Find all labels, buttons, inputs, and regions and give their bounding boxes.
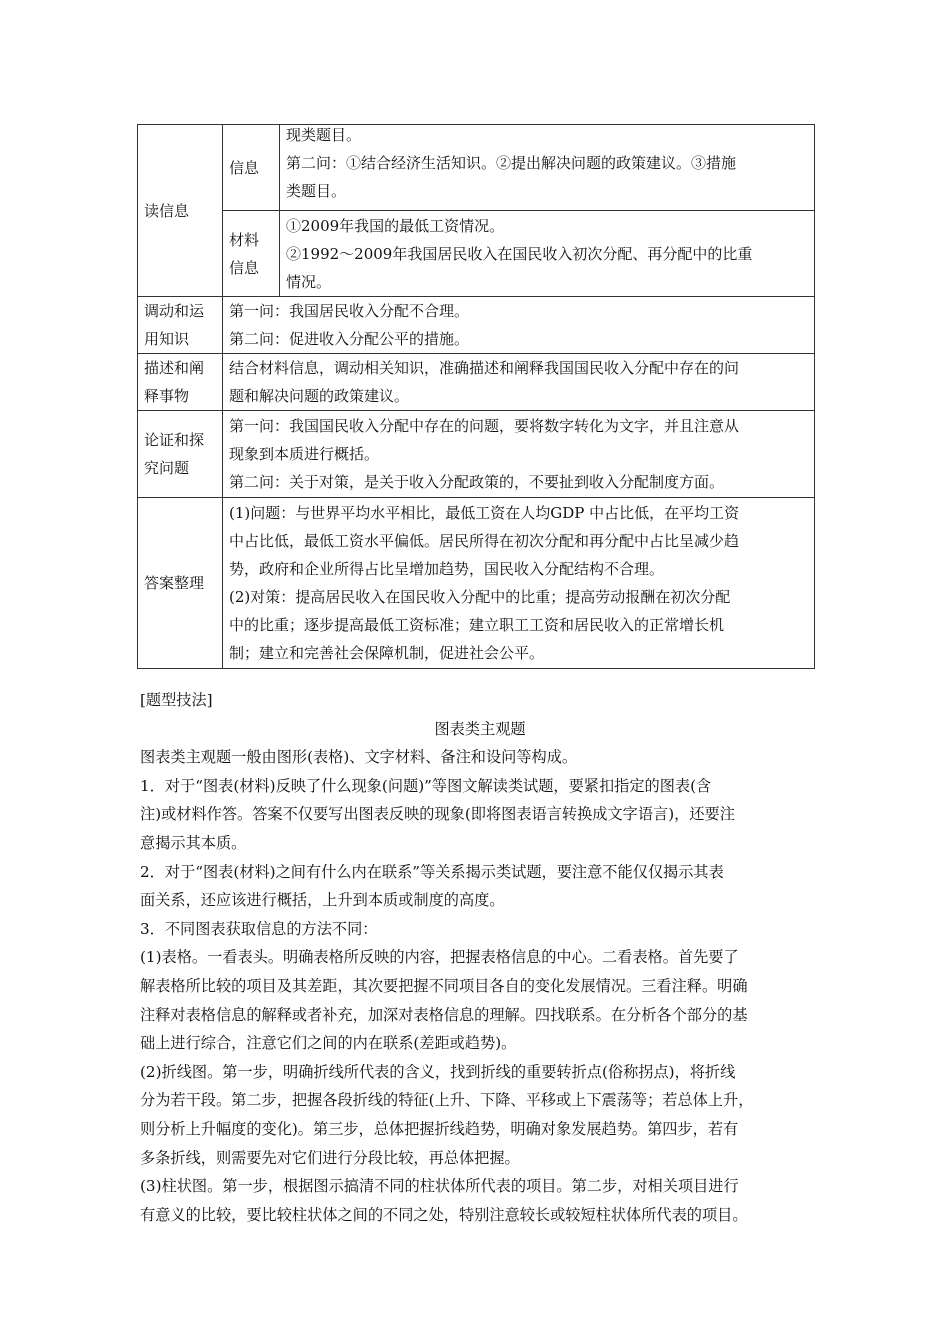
row-label: 论证和探 究问题: [138, 411, 223, 498]
paragraph-line: (2)折线图。第一步，明确折线所代表的含义，找到折线的重要转折点(俗称拐点)，将折线: [140, 1062, 736, 1081]
paragraph-line: (3)柱状图。第一步，根据图示搞清不同的柱状体所代表的项目。第二步，对相关项目进行: [140, 1177, 739, 1196]
text-line: 情况。: [286, 272, 332, 291]
paragraph-line: 意揭示其本质。: [140, 833, 247, 852]
row-content: (1)问题：与世界平均水平相比，最低工资在人均GDP 中占比低，在平均工资 中占比低，最低工资水平偏低。居民所得在初次分配和再分配中占比呈减少趋 势，政府和企业所得占比呈增加趋势，国民收入分配结构不合理。 (2)对策：提高居民收入在国民收入分配中的比重；提高劳动报酬在初次分配 中的比重；逐步提高最低工资标准；建立职工工资和居民收入的正常增长机 制；建立和完善社会保障机制，促进社会公平。: [223, 498, 815, 669]
paragraph-line: (1)表格。一看表头。明确表格所反映的内容，把握表格信息的中心。二看表格。首先要了: [140, 948, 739, 967]
paragraph-line: 图表类主观题一般由图形(表格)、文字材料、备注和设问等构成。: [140, 748, 578, 767]
table-row: [138, 211, 815, 297]
row-label: 答案整理: [138, 498, 223, 669]
table-row: [138, 411, 815, 498]
text-line: 现类题目。: [286, 125, 362, 144]
paragraph-line: 面关系，还应该进行概括，上升到本质或制度的高度。: [140, 891, 505, 910]
paragraph-line: 础上进行综合，注意它们之间的内在联系(差距或趋势)。: [140, 1034, 517, 1053]
text-line: 类题目。: [286, 181, 347, 200]
sub-label-material: 材料 信息: [223, 211, 280, 297]
table-row: [138, 125, 815, 211]
paragraph-line: 3．不同图表获取信息的方法不同：: [140, 919, 378, 938]
paragraph-line: 注)或材料作答。答案不仅要写出图表反映的现象(即将图表语言转换成文字语言)，还要注: [140, 805, 735, 824]
table-row: [138, 498, 815, 669]
paragraph-line: 2．对于“图表(材料)之间有什么内在联系”等关系揭示类试题，要注意不能仅仅揭示其表: [140, 862, 724, 881]
paragraph-line: 解表格所比较的项目及其差距，其次要把握不同项目各自的变化发展情况。三看注释。明确: [140, 976, 748, 995]
text-line: ①2009年我国的最低工资情况。: [286, 216, 505, 235]
analysis-table: [137, 124, 815, 669]
row-label-read-info: 读信息: [138, 125, 223, 297]
paragraph-line: 注释对表格信息的解释或者补充，加深对表格信息的理解。四找联系。在分析各个部分的基: [140, 1005, 748, 1024]
table-row: [138, 354, 815, 411]
paragraph-line: 有意义的比较，要比较柱状体之间的不同之处，特别注意较长或较短柱状体所代表的项目。: [140, 1205, 748, 1224]
paragraph-line: 多条折线，则需要先对它们进行分段比较，再总体把握。: [140, 1148, 520, 1167]
row-content: 结合材料信息，调动相关知识，准确描述和阐释我国国民收入分配中存在的问 题和解决问题的政策建议。: [223, 354, 815, 411]
row-label: 调动和运 用知识: [138, 297, 223, 354]
sub-label-info: 信息: [223, 125, 280, 211]
cell-material-info: [280, 211, 815, 297]
section-heading: [题型技法]: [140, 691, 213, 709]
row-content: 第一问：我国国民收入分配中存在的问题，要将数字转化为文字，并且注意从 现象到本质进行概括。 第二问：关于对策，是关于收入分配政策的，不要扯到收入分配制度方面。: [223, 411, 815, 498]
text-line: 第二问：①结合经济生活知识。②提出解决问题的政策建议。③措施: [286, 153, 737, 172]
table-row: [138, 297, 815, 354]
row-label: 描述和阐 释事物: [138, 354, 223, 411]
text-line: ②1992～2009年我国居民收入在国民收入初次分配、再分配中的比重: [286, 244, 753, 263]
paragraph-line: 分为若干段。第二步，把握各段折线的特征(上升、下降、平移或上下震荡等；若总体上升，: [140, 1091, 754, 1110]
section-body: [140, 686, 820, 1229]
paragraph-line: 1．对于“图表(材料)反映了什么现象(问题)”等图文解读类试题，要紧扣指定的图表(含: [140, 776, 712, 795]
section-title: 图表类主观题: [434, 719, 526, 738]
row-content: 第一问：我国居民收入分配不合理。 第二问：促进收入分配公平的措施。: [223, 297, 815, 354]
paragraph-line: 则分析上升幅度的变化)。第三步，总体把握折线趋势，明确对象发展趋势。第四步，若有: [140, 1119, 739, 1138]
cell-question-info: [280, 125, 815, 211]
